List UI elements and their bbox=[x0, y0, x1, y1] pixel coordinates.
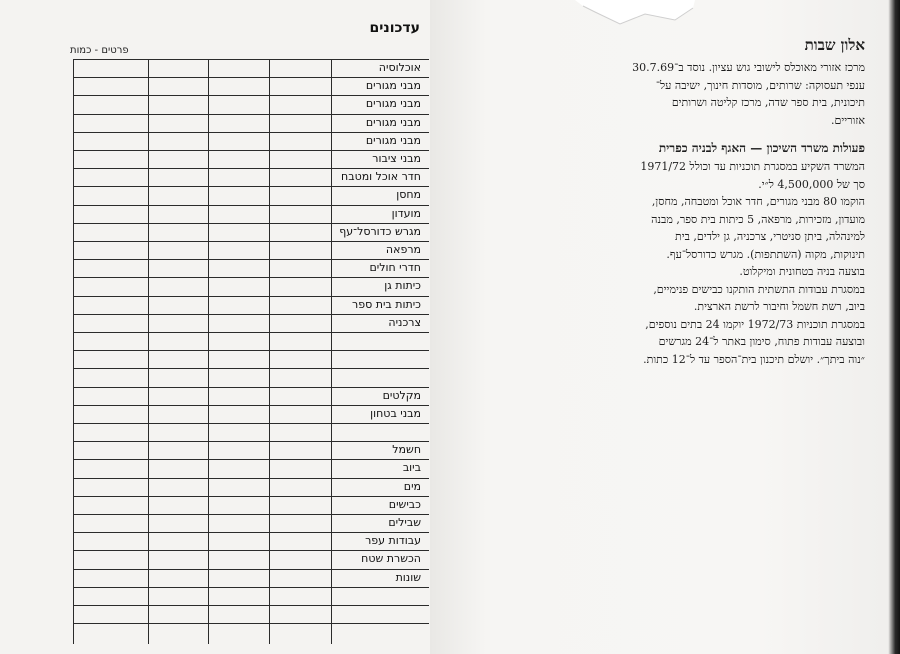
table-row-label: עבודות עפר bbox=[365, 534, 421, 548]
section-line: סך של 4,500,000 ל״י. bbox=[758, 177, 865, 191]
table-row-label: כבישים bbox=[388, 497, 421, 511]
table-row-label: חשמל bbox=[392, 443, 421, 457]
details-quantity-subtitle: פרטים - כמות bbox=[70, 45, 129, 56]
table-row-label: מרפאה bbox=[385, 243, 421, 256]
intro-line: אזוריים. bbox=[830, 113, 865, 127]
table-row-label: צרכניה bbox=[388, 315, 421, 329]
table-row-label: מבני מגורים bbox=[365, 133, 421, 147]
table-row-label: שונות bbox=[395, 570, 421, 584]
section-line: ביוב, רשת חשמל וחיבור לרשת הארצית. bbox=[693, 300, 865, 313]
table-row-label: מבני מגורים bbox=[365, 115, 421, 129]
section-line: במסגרת תוכניות 1972/73 יוקמו 24 בתים נוספים, bbox=[645, 317, 865, 331]
table-row-label: חדרי חולים bbox=[369, 261, 421, 275]
table-row-label: מבני מגורים bbox=[365, 97, 421, 111]
table-row-label: חדר אוכל ומטבח bbox=[341, 170, 421, 184]
torn-paper-corner bbox=[575, 0, 695, 26]
table-row-label: שבילים bbox=[388, 516, 421, 529]
table-row-label: אוכלוסיה bbox=[378, 61, 421, 74]
table-row-label: מבני מגורים bbox=[365, 79, 421, 93]
table-row-label: ביוב bbox=[402, 461, 421, 475]
table-row-label: כיתות גן bbox=[384, 279, 421, 293]
table-row-label: כיתות בית ספר bbox=[352, 297, 421, 311]
section-heading: פעולות משרד השיכון — האגף לבניה כפרית bbox=[658, 141, 865, 155]
table-row-label: הכשרת שטח bbox=[361, 552, 421, 566]
section-line: למינהלה, ביתן סניטרי, צרכניה, גן ילדים, בית bbox=[675, 230, 865, 243]
section-line: הוקמו 80 מבני מגורים, חדר אוכל ומטבחה, מחסן, bbox=[651, 195, 865, 208]
section-line: בוצעה בניה בטחונית ומיקלוט. bbox=[739, 265, 865, 278]
table-row-label: מים bbox=[403, 479, 421, 493]
intro-line: ענפי תעסוקה: שרותים, מוסדות חינוך, ישיבה על־ bbox=[655, 78, 865, 92]
intro-line: תיכונית, בית ספר שדה, מרכז קליטה ושרותים bbox=[671, 96, 865, 109]
section-line: המשרד השקיע במסגרת תוכניות עד וכולל 1971/72 bbox=[640, 160, 865, 173]
section-line: תינוקות, מקוה (השתתפות). מגרש כדורסל־עף. bbox=[666, 247, 865, 261]
intro-line: מרכז אזורי מאוכלס לישובי גוש עציון. נוסד ב־30.7.69 bbox=[632, 61, 865, 74]
article-title: אלון שבות bbox=[804, 36, 865, 54]
table-row-label: מקלטים bbox=[382, 388, 421, 402]
table-row-label: מועדון bbox=[391, 206, 421, 220]
article-block bbox=[610, 36, 865, 368]
table-row-label: מגרש כדורסל־עף bbox=[339, 224, 421, 238]
table-row-label: מבני בטחון bbox=[370, 406, 421, 420]
section-line: ובוצעה עבודות פתוח, סימון באתר ל־24 מגרשים bbox=[658, 335, 865, 348]
table-row-label: מבני ציבור bbox=[372, 152, 421, 165]
updates-table bbox=[73, 59, 429, 644]
updates-title: עדכונים bbox=[369, 20, 420, 36]
section-line: במסגרת עבודות התשתית הותקנו כבישים פנימיים, bbox=[653, 282, 865, 296]
scan-edge-shadow bbox=[888, 0, 900, 654]
table-row-label: מחסן bbox=[396, 188, 421, 202]
section-line: ״נוה ביתך״. יושלם תיכנון בית־הספר עד ל־12 כתות. bbox=[643, 352, 865, 366]
section-line: מועדון, מזכירות, מרפאה, 5 כיתות בית ספר, מבנה bbox=[651, 212, 865, 226]
